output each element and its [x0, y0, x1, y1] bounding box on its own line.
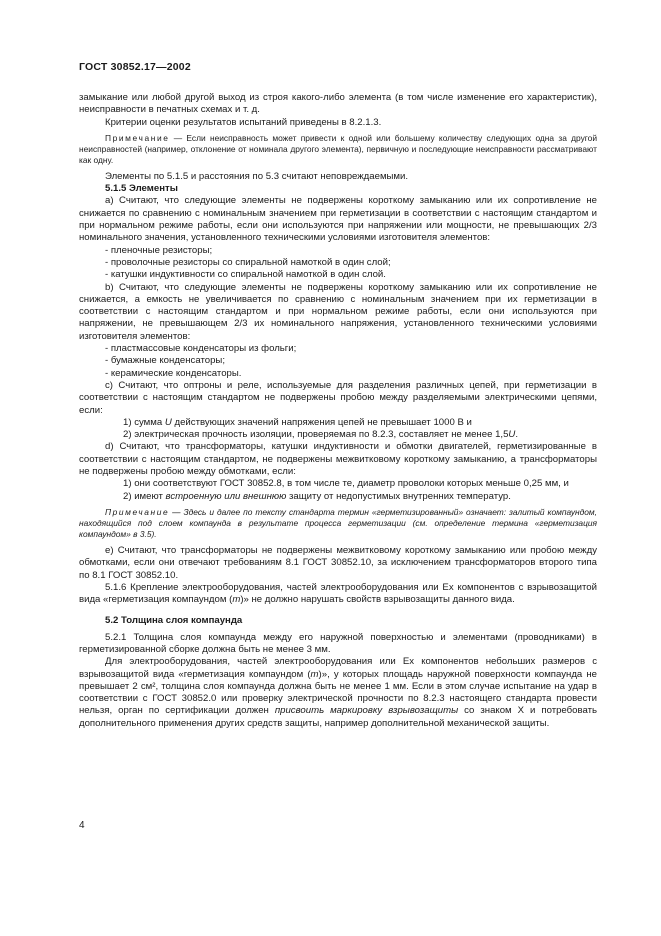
list-item-c2 [79, 429, 597, 441]
paragraph-e: e) Считают, что трансформаторы не подвержены межвитковому короткому замыканию или пробою между обмотками, если они отвечают требованиям 8.1 ГОСТ 30852.10, за исключением трансформаторов второго типа по 8.1 ГОСТ 30852.10. [79, 544, 597, 581]
d2-text-italic: встроенную или внешнюю [165, 490, 287, 502]
note-label: Примечание [105, 132, 170, 143]
document-header: ГОСТ 30852.17—2002 [79, 61, 191, 73]
list-item-d1: 1) они соответствуют ГОСТ 30852.8, в том числе те, диаметр проволоки которых меньше 0,25 мм, и [123, 478, 569, 490]
list-item-c1 [79, 417, 597, 429]
d2-text-pre: 2) имеют [123, 490, 166, 502]
c2-text-pre: 2) электрическая прочность изоляции, проверяемая по 8.2.3, составляет не менее 1,5 [123, 429, 509, 441]
p516-text-pre: 5.1.6 Крепление электрооборудования, частей электрооборудования или Ex компонентов с взрывозащитой вида «герметизация компаундом ( [79, 581, 597, 606]
paragraph-a: a) Считают, что следующие элементы не подвержены короткому замыканию или их сопротивление не снижается по сравнению с номинальным значением при герметизации в соответствии с настоящим стандартом и при нормальном режиме работы, если они используются при напряжении или мощности, не превышающих 2/3 номинального значения, установленного техническими условиями изготовителя элементов: [79, 195, 597, 244]
paragraph-elements: Элементы по 5.1.5 и расстояния по 5.3 считают неповреждаемыми. [105, 170, 409, 182]
last-variable: m [310, 668, 319, 680]
paragraph-521: 5.2.1 Толщина слоя компаунда между его наружной поверхностью и элементами (проводниками) в герметизированной сборке должна быть не менее 3 мм. [79, 631, 597, 655]
list-item-a3: - катушки индуктивности со спиральной намоткой в один слой. [105, 269, 386, 281]
list-item-d2 [79, 491, 597, 503]
note-2 [79, 507, 597, 540]
last-text-2: )», у которых площадь наружной поверхности компаунда не превышает 2 см², толщина слоя компаунда должна быть не менее 1 мм. Если в этом случае испытание на удар в соответствии с ГОСТ 30852.0 или проверку электрической прочности по 8.2.3 настоящего стандарта провести нельзя, орган по сертификации должен [79, 668, 597, 717]
p516-text-post: )» не должно нарушать свойств взрывозащиты данного вида. [240, 594, 515, 606]
c2-text-post: . [515, 429, 519, 441]
paragraph-516 [79, 582, 597, 607]
paragraph-d: d) Считают, что трансформаторы, катушки индуктивности и обмотки двигателей, герметизированные в соответствии с настоящим стандартом, не подвержены межвитковому короткому замыканию, а трансформаторы не подвержены пробою между обмотками, если: [79, 441, 597, 478]
last-text-italic: присвоить маркировку взрывозащиты [274, 705, 459, 717]
page-number: 4 [79, 820, 85, 831]
note-1 [79, 133, 597, 166]
note-text: — Если неисправность может привести к одной или большему количеству следующих одна за другой неисправностей (например, отклонение от номинала другого элемента), первичную и последующие неисправности рассматривают как одну. [79, 132, 597, 165]
section-heading-515: 5.1.5 Элементы [105, 183, 178, 195]
d2-text-post: защиту от недопустимых внутренних температур. [286, 490, 511, 502]
last-text-3: со знаком X и потребовать дополнительного применения других средств защиты, например дополнительной механической защиты. [79, 705, 597, 729]
spacer [79, 606, 597, 615]
c1-text-post: действующих значений напряжения цепей не превышает 1000 В и [171, 416, 472, 428]
paragraph-b: b) Считают, что следующие элементы не подвержены короткому замыканию или их сопротивление не снижается, а емкость не увеличивается по сравнению с номинальным значением при их герметизации в соответствии с настоящим стандартом и при нормальном режиме работы, если они используются при напряжении, не превышающем 2/3 их номинального напряжения, установленного техническими условиями изготовителя элементов: [79, 281, 597, 342]
c2-variable: U [508, 429, 516, 441]
section-heading-52: 5.2 Толщина слоя компаунда [105, 615, 243, 627]
paragraph-intro: замыкание или любой другой выход из строя какого-либо элемента (в том числе изменение его характеристик), неисправности в печатных схемах и т. д. [79, 92, 597, 116]
c1-text-pre: 1) сумма [123, 416, 165, 428]
list-item-a2: - проволочные резисторы со спиральной намоткой в один слой; [105, 256, 391, 268]
paragraph-small-equipment [79, 656, 597, 730]
note-label: Примечание [105, 506, 170, 517]
document-body [79, 92, 597, 730]
list-item-b1: - пластмассовые конденсаторы из фольги; [105, 343, 297, 355]
paragraph-c: c) Считают, что оптроны и реле, используемые для разделения различных цепей, при герметизации в соответствии с настоящим стандартом не подвержены пробою между разделяемыми электрическими цепями, если: [79, 379, 597, 416]
note-text: — Здесь и далее по тексту стандарта термин «герметизированный» означает: залитый компаундом, находящийся под слоем компаунда в результате процесса герметизации (см. определение термина «герметизация компаундом» в 3.5). [79, 506, 597, 539]
c1-variable: U [164, 416, 172, 428]
list-item-a1: - пленочные резисторы; [105, 244, 213, 256]
list-item-b3: - керамические конденсаторы. [105, 367, 242, 379]
p516-variable: m [232, 594, 241, 606]
paragraph-criteria: Критерии оценки результатов испытаний приведены в 8.2.1.3. [105, 116, 382, 128]
list-item-b2: - бумажные конденсаторы; [105, 355, 225, 367]
last-text-1: Для электрооборудования, частей электрооборудования или Ex компонентов небольших размеров с взрывозащитой вида «герметизация компаундом ( [79, 656, 597, 680]
